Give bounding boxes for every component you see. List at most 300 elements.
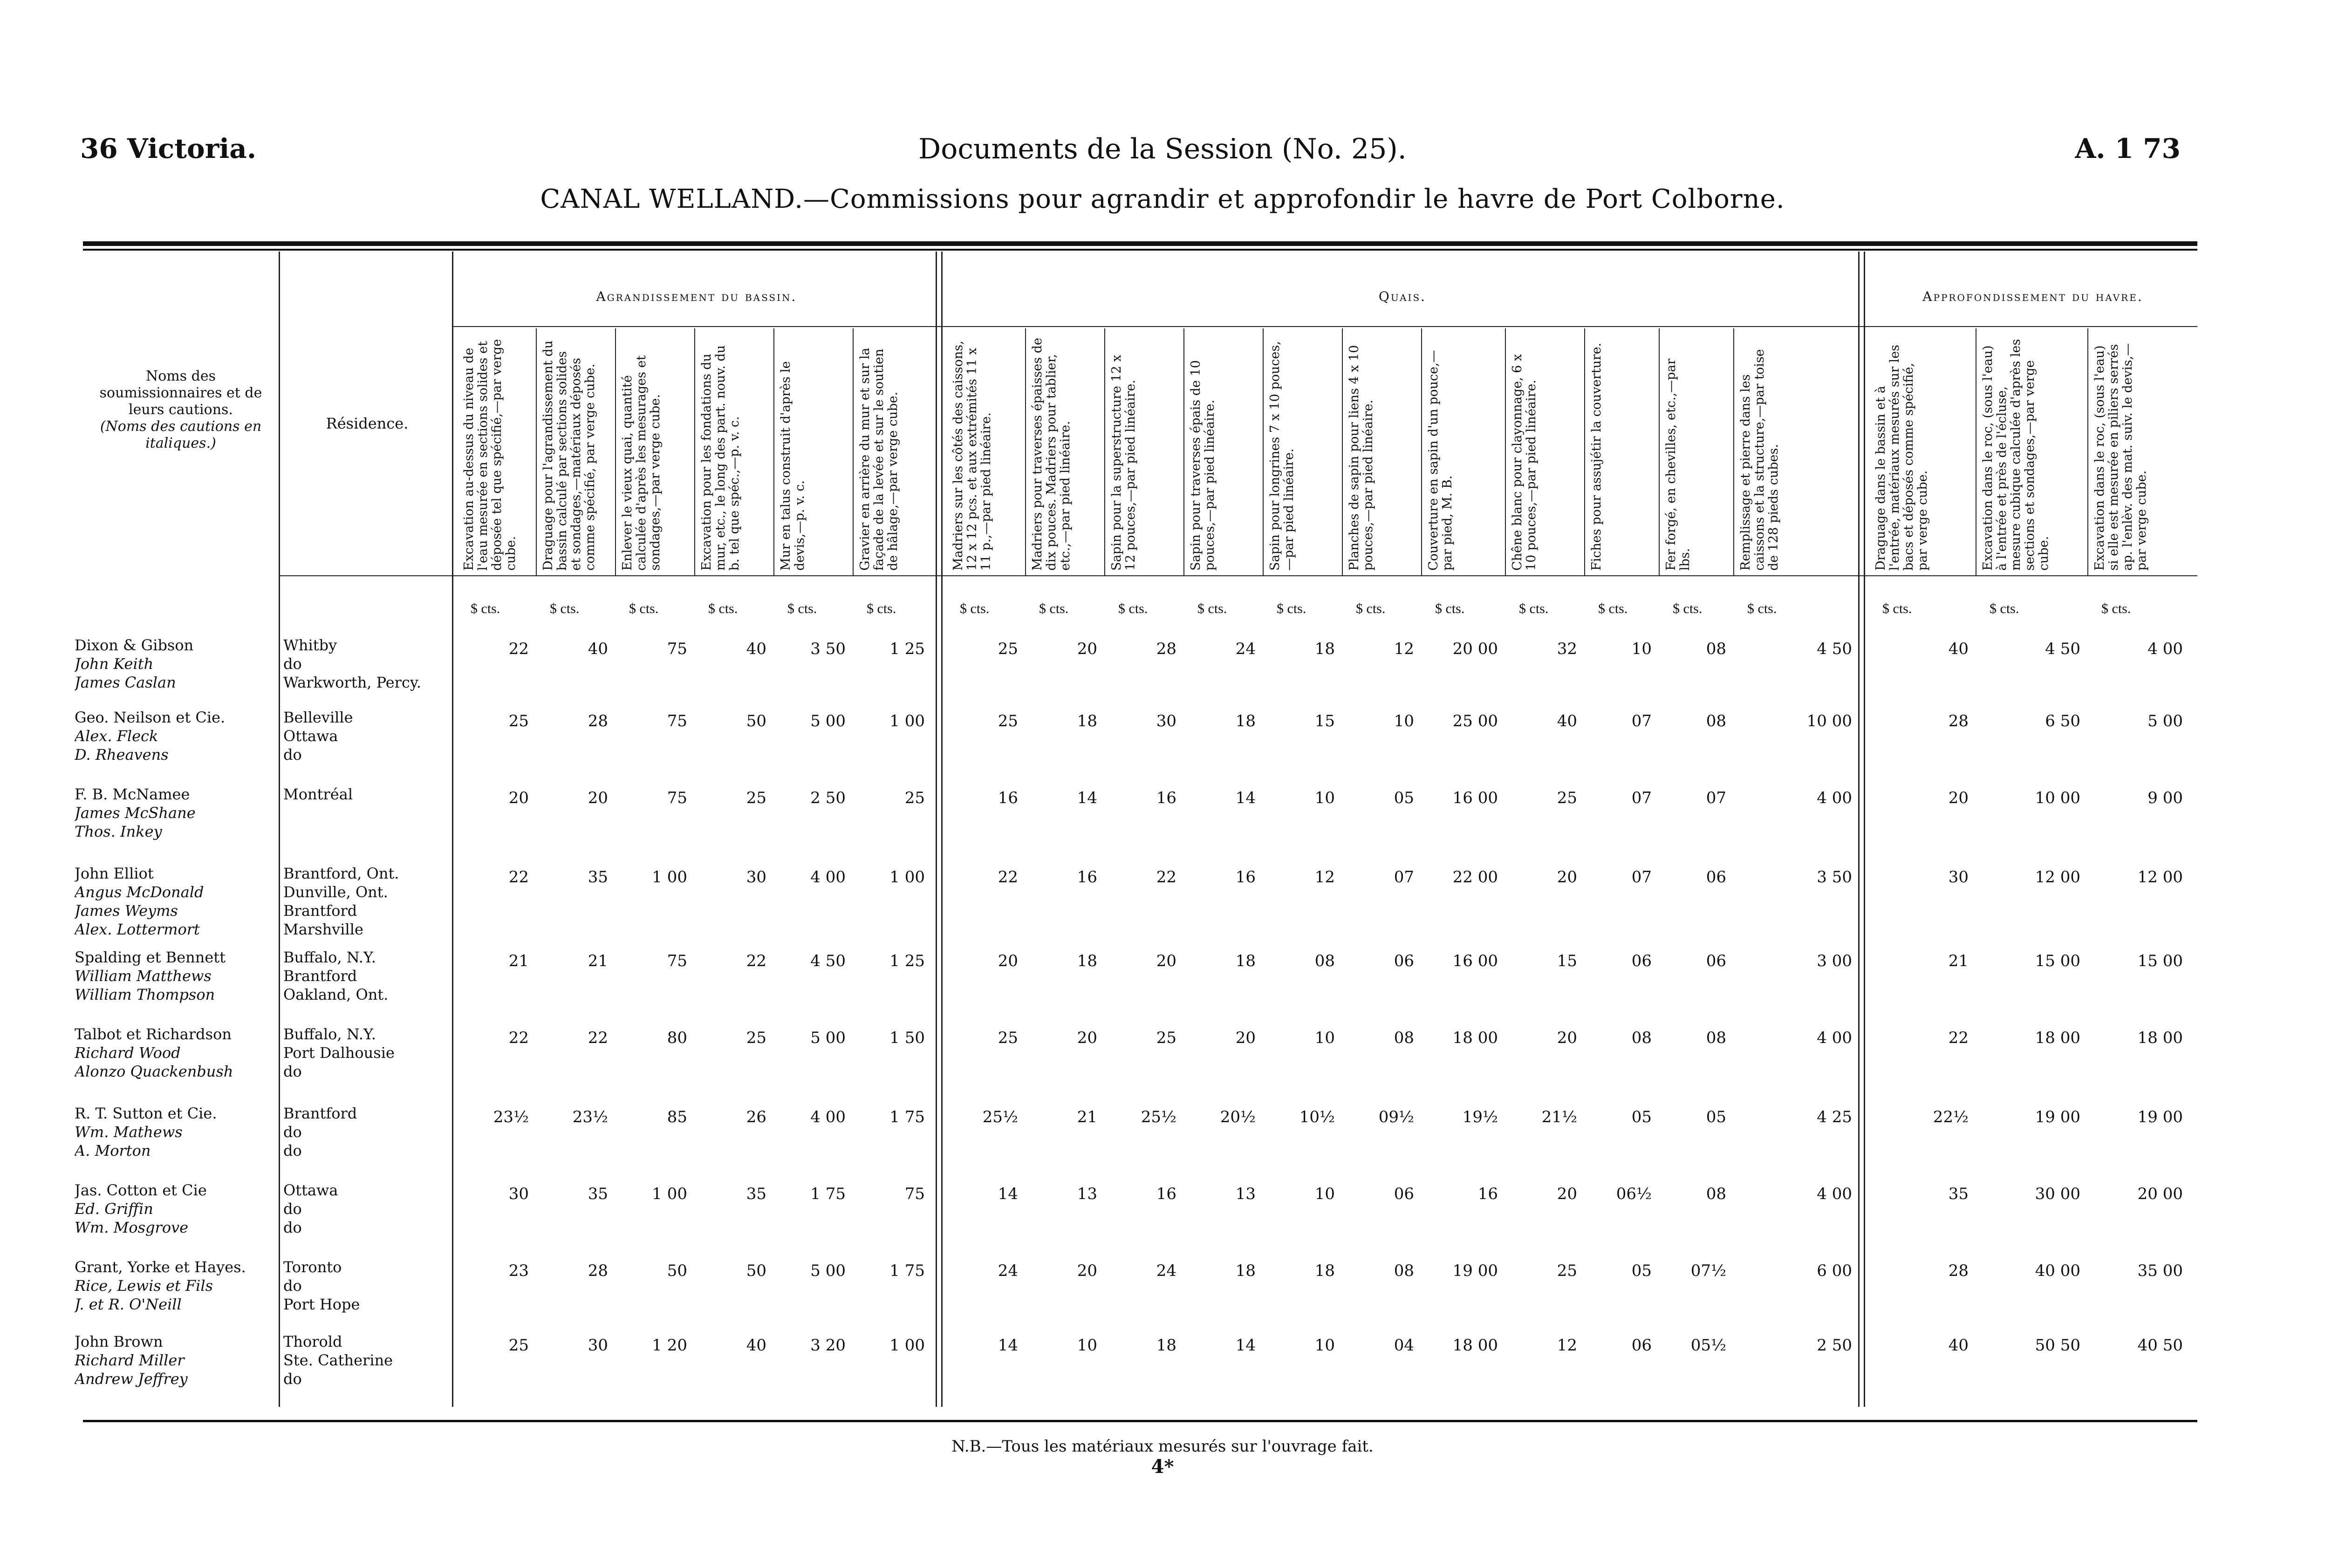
price-cell: 16 (1235, 868, 1256, 886)
residence: Whitby (283, 636, 337, 654)
column-header-label: Remplissage et pierre dans les caissons et la structure,—par toise de 128 pieds cubes. (1738, 349, 1781, 571)
residence: Dunville, Ont. (283, 883, 388, 901)
tenderer-name: Talbot et Richardson (75, 1025, 232, 1043)
price-cell: 09½ (1378, 1108, 1414, 1126)
price-cell: 21 (1077, 1108, 1097, 1126)
tenderer-name: Rice, Lewis et Fils (75, 1277, 213, 1295)
price-cell: 50 (667, 1261, 687, 1280)
price-cell: 25 (904, 789, 925, 807)
price-cell: 14 (998, 1336, 1018, 1355)
price-cell: 07½ (1690, 1261, 1726, 1280)
group-header-3: Approfondissement du havre. (1922, 289, 2143, 304)
column-header-label: Couverture en sapin d'un pouce,—par pied, M. B. (1426, 350, 1455, 571)
price-cell: 22 (746, 952, 766, 970)
price-cell: 40 50 (2137, 1336, 2183, 1355)
price-cell: 13 (1077, 1185, 1097, 1203)
price-cell: 18 00 (2137, 1029, 2183, 1047)
price-cell: 9 00 (2147, 789, 2183, 807)
price-cell: 06½ (1616, 1185, 1652, 1203)
price-cell: 3 50 (810, 640, 846, 658)
price-cell: 18 00 (2035, 1029, 2080, 1047)
price-cell: 05½ (1690, 1336, 1726, 1355)
column-divider (1183, 328, 1184, 575)
price-cell: 28 (1948, 712, 1969, 730)
price-cell: 08 (1706, 640, 1726, 658)
price-cell: 1 75 (889, 1261, 925, 1280)
column-divider (1505, 328, 1506, 575)
price-cell: 12 00 (2137, 868, 2183, 886)
residence: Buffalo, N.Y. (283, 948, 376, 966)
price-cell: 22 (998, 868, 1018, 886)
tenderer-name: John Keith (75, 655, 154, 673)
tenderer-name: Grant, Yorke et Hayes. (75, 1258, 246, 1276)
residence: Brantford (283, 902, 357, 920)
header-rule (452, 326, 2197, 327)
price-cell: 22½ (1933, 1108, 1969, 1126)
column-divider (279, 252, 280, 1407)
price-cell: 10 00 (1806, 712, 1852, 730)
price-cell: 07 (1631, 712, 1652, 730)
tenderer-name: Jas. Cotton et Cie (75, 1181, 207, 1199)
price-cell: 30 (1156, 712, 1176, 730)
tenderer-name: Richard Miller (75, 1351, 185, 1369)
price-cell: 18 00 (1452, 1029, 1498, 1047)
column-unit: $ cts. (1197, 601, 1227, 616)
column-divider (1263, 328, 1264, 575)
price-cell: 10 00 (2035, 789, 2080, 807)
price-cell: 2 50 (1817, 1336, 1852, 1355)
price-cell: 5 00 (810, 712, 846, 730)
column-unit: $ cts. (708, 601, 738, 616)
column-header-label: Enlever le vieux quai, quantité calculée d'après les mesurages et sondages,—par verge cube. (620, 355, 663, 571)
column-header-label: Excavation pour les fondations du mur, etc., le long des part. nouv. du b. tel que spéc.,—p. v. c. (699, 345, 742, 571)
price-cell: 4 00 (2147, 640, 2183, 658)
names-header-line2: (Noms des cautions en italiques.) (100, 418, 262, 451)
price-cell: 16 (1156, 1185, 1176, 1203)
residence: do (283, 1142, 302, 1159)
price-cell: 12 00 (2035, 868, 2080, 886)
price-cell: 24 (1156, 1261, 1176, 1280)
tenderer-name: Wm. Mathews (75, 1123, 183, 1141)
price-cell: 24 (1235, 640, 1256, 658)
residence: Thorold (283, 1333, 342, 1350)
price-cell: 1 75 (889, 1108, 925, 1126)
column-divider (1025, 328, 1026, 575)
price-cell: 1 25 (889, 640, 925, 658)
column-unit: $ cts. (1356, 601, 1386, 616)
residence: Brantford (283, 967, 357, 985)
price-cell: 32 (1557, 640, 1577, 658)
price-cell: 18 (1077, 952, 1097, 970)
price-cell: 20 (1077, 1029, 1097, 1047)
top-rule-thin (83, 249, 2197, 251)
price-cell: 25 (998, 1029, 1018, 1047)
header-rule (279, 575, 2197, 576)
header-right: A. 1 73 (2075, 133, 2181, 164)
tenderer-name: John Brown (75, 1333, 163, 1350)
residence: Buffalo, N.Y. (283, 1025, 376, 1043)
price-cell: 25 (508, 712, 529, 730)
tenderer-name: Andrew Jeffrey (75, 1370, 188, 1388)
price-cell: 16 (998, 789, 1018, 807)
residence: do (283, 1277, 302, 1295)
column-divider (853, 328, 854, 575)
top-rule (83, 241, 2197, 246)
price-cell: 04 (1394, 1336, 1414, 1355)
price-cell: 1 00 (889, 712, 925, 730)
column-header-label: Sapin pour traverses épais de 10 pouces,—par pied linéaire. (1189, 360, 1217, 571)
price-cell: 07 (1394, 868, 1414, 886)
price-cell: 30 (508, 1185, 529, 1203)
price-cell: 40 00 (2035, 1261, 2080, 1280)
price-cell: 75 (667, 789, 687, 807)
tenderer-name: D. Rheavens (75, 746, 169, 764)
group-header-2: Quais. (1378, 289, 1427, 304)
tenderer-name: William Matthews (75, 967, 212, 985)
price-cell: 25 (1557, 1261, 1577, 1280)
residence: Oakland, Ont. (283, 986, 389, 1003)
residence: do (283, 1200, 302, 1218)
price-cell: 6 00 (1817, 1261, 1852, 1280)
tenderer-name: Angus McDonald (75, 883, 204, 901)
price-cell: 30 (1948, 868, 1969, 886)
column-header-label: Gravier en arrière du mur et sur la façade de la levée et sur le soutien de hâlage,—par verge cube. (858, 348, 900, 571)
price-cell: 05 (1394, 789, 1414, 807)
price-cell: 35 (746, 1185, 766, 1203)
price-cell: 5 00 (810, 1261, 846, 1280)
price-cell: 10 (1314, 1336, 1335, 1355)
column-unit: $ cts. (1519, 601, 1549, 616)
table-title: CANAL WELLAND.—Commissions pour agrandir et approfondir le havre de Port Colborne. (540, 184, 1785, 214)
price-cell: 14 (1077, 789, 1097, 807)
column-unit: $ cts. (1118, 601, 1148, 616)
price-cell: 25 (746, 789, 766, 807)
price-cell: 30 00 (2035, 1185, 2080, 1203)
residence: Toronto (283, 1258, 342, 1276)
price-cell: 21 (588, 952, 608, 970)
price-cell: 25 (1557, 789, 1577, 807)
price-cell: 3 20 (810, 1336, 846, 1355)
price-cell: 19 00 (2137, 1108, 2183, 1126)
tenderer-name: R. T. Sutton et Cie. (75, 1104, 217, 1122)
price-cell: 20 00 (2137, 1185, 2183, 1203)
tenderer-name: Alex. Lottermort (75, 920, 200, 938)
column-header-label: Planches de sapin pour liens 4 x 10 pouces,—par pied linéaire. (1347, 345, 1375, 571)
price-cell: 18 (1235, 712, 1256, 730)
price-cell: 18 (1314, 1261, 1335, 1280)
column-divider (452, 252, 453, 1407)
price-cell: 06 (1394, 1185, 1414, 1203)
price-cell: 19½ (1462, 1108, 1498, 1126)
price-cell: 05 (1631, 1261, 1652, 1280)
price-cell: 06 (1706, 952, 1726, 970)
price-cell: 20 (1077, 640, 1097, 658)
column-unit: $ cts. (1277, 601, 1306, 616)
price-cell: 23½ (572, 1108, 608, 1126)
price-cell: 07 (1706, 789, 1726, 807)
residence: do (283, 1063, 302, 1080)
price-cell: 4 00 (1817, 1185, 1852, 1203)
tenderer-name: Richard Wood (75, 1044, 181, 1062)
price-cell: 20 (1077, 1261, 1097, 1280)
price-cell: 75 (904, 1185, 925, 1203)
column-unit: $ cts. (1673, 601, 1703, 616)
residence: Brantford, Ont. (283, 865, 399, 882)
column-unit: $ cts. (1039, 601, 1069, 616)
residence: Port Dalhousie (283, 1044, 395, 1062)
price-cell: 3 50 (1817, 868, 1852, 886)
price-cell: 1 75 (810, 1185, 846, 1203)
price-cell: 20 (998, 952, 1018, 970)
price-cell: 22 (588, 1029, 608, 1047)
price-cell: 5 00 (2147, 712, 2183, 730)
price-cell: 19 00 (1452, 1261, 1498, 1280)
residence: Belleville (283, 709, 353, 726)
price-cell: 13 (1235, 1185, 1256, 1203)
header-center: Documents de la Session (No. 25). (918, 133, 1407, 165)
price-cell: 30 (588, 1336, 608, 1355)
price-cell: 25 (998, 712, 1018, 730)
price-cell: 22 (1948, 1029, 1969, 1047)
price-cell: 14 (998, 1185, 1018, 1203)
price-cell: 12 (1314, 868, 1335, 886)
tenderer-name: Spalding et Bennett (75, 948, 226, 966)
price-cell: 28 (588, 712, 608, 730)
column-divider (1342, 328, 1343, 575)
price-cell: 08 (1706, 712, 1726, 730)
price-cell: 10 (1077, 1336, 1097, 1355)
price-cell: 28 (1948, 1261, 1969, 1280)
price-cell: 06 (1631, 1336, 1652, 1355)
price-cell: 40 (1948, 1336, 1969, 1355)
price-cell: 18 (1235, 1261, 1256, 1280)
price-cell: 4 00 (1817, 1029, 1852, 1047)
price-cell: 75 (667, 640, 687, 658)
price-cell: 10 (1631, 640, 1652, 658)
price-cell: 08 (1394, 1029, 1414, 1047)
price-cell: 10½ (1299, 1108, 1335, 1126)
footnote: N.B.—Tous les matériaux mesurés sur l'ouvrage fait. (951, 1437, 1374, 1456)
price-cell: 12 (1557, 1336, 1577, 1355)
price-cell: 18 (1077, 712, 1097, 730)
price-cell: 20 (1156, 952, 1176, 970)
column-divider (1733, 328, 1734, 575)
price-cell: 24 (998, 1261, 1018, 1280)
residence: Ottawa (283, 1181, 338, 1199)
price-cell: 1 50 (889, 1029, 925, 1047)
price-cell: 25½ (1141, 1108, 1176, 1126)
column-unit: $ cts. (867, 601, 896, 616)
tenderer-name: Alex. Fleck (75, 727, 158, 745)
price-cell: 15 (1314, 712, 1335, 730)
tenderer-name: James McShane (75, 804, 196, 822)
column-header-label: Excavation dans le roc, (sous l'eau) à l'entrée et près de l'écluse, mesure cubique calculée d'après les sections et sondages,—par verge cube. (1981, 339, 2051, 571)
residence: Ste. Catherine (283, 1351, 393, 1369)
price-cell: 10 (1314, 1029, 1335, 1047)
price-cell: 30 (746, 868, 766, 886)
bottom-rule (83, 1420, 2197, 1422)
price-cell: 10 (1314, 1185, 1335, 1203)
price-cell: 15 00 (2137, 952, 2183, 970)
price-cell: 50 (746, 712, 766, 730)
tenderer-name: J. et R. O'Neill (75, 1295, 182, 1313)
column-header-label: Fer forgé, en chevilles, etc.,—par lbs. (1664, 358, 1692, 571)
column-header-label: Excavation au-dessus du niveau de l'eau mesurée en sections solides et déposée tel que spécifié,—par verge cube. (462, 339, 518, 571)
price-cell: 14 (1235, 1336, 1256, 1355)
column-divider (615, 328, 616, 575)
price-cell: 21 (508, 952, 529, 970)
residence: do (283, 1123, 302, 1141)
residence: do (283, 655, 302, 673)
residence: Brantford (283, 1104, 357, 1122)
residence: Montréal (283, 785, 353, 803)
residence: Port Hope (283, 1295, 360, 1313)
column-unit: $ cts. (1990, 601, 2019, 616)
price-cell: 10 (1394, 712, 1414, 730)
price-cell: 19 00 (2035, 1108, 2080, 1126)
column-divider (536, 328, 537, 575)
column-divider (773, 328, 774, 575)
price-cell: 16 (1156, 789, 1176, 807)
column-header-label: Excavation dans le roc, (sous l'eau) si elle est mesurée en piliers serrés ap. l'enlèv. des mat. suiv. le devis,—par verge cube. (2092, 343, 2149, 571)
price-cell: 22 00 (1452, 868, 1498, 886)
column-divider (936, 252, 937, 1407)
group-header-1: Agrandissement du bassin. (596, 289, 797, 304)
price-cell: 28 (1156, 640, 1176, 658)
column-header-label: Mur en talus construit d'après le devis,—p. v. c. (779, 361, 807, 571)
residence: Ottawa (283, 727, 338, 745)
residence-column-header: Résidence. (326, 415, 409, 432)
price-cell: 26 (746, 1108, 766, 1126)
column-unit: $ cts. (1747, 601, 1777, 616)
price-cell: 4 00 (1817, 789, 1852, 807)
price-cell: 50 50 (2035, 1336, 2080, 1355)
price-cell: 14 (1235, 789, 1256, 807)
price-cell: 20 (1235, 1029, 1256, 1047)
tenderer-name: Wm. Mosgrove (75, 1219, 189, 1236)
column-header-label: Sapin pour longrines 7 x 10 pouces,—par pied linéaire. (1268, 341, 1296, 571)
column-divider (2087, 328, 2088, 575)
column-divider (694, 328, 695, 575)
price-cell: 25½ (982, 1108, 1018, 1126)
price-cell: 08 (1706, 1029, 1726, 1047)
price-cell: 25 (508, 1336, 529, 1355)
price-cell: 18 (1235, 952, 1256, 970)
price-cell: 16 (1477, 1185, 1498, 1203)
price-cell: 20 (1557, 1029, 1577, 1047)
price-cell: 08 (1394, 1261, 1414, 1280)
price-cell: 1 00 (889, 1336, 925, 1355)
price-cell: 12 (1394, 640, 1414, 658)
price-cell: 20 (588, 789, 608, 807)
price-cell: 35 00 (2137, 1261, 2183, 1280)
column-divider (1421, 328, 1422, 575)
price-cell: 22 (508, 868, 529, 886)
price-cell: 18 00 (1452, 1336, 1498, 1355)
price-cell: 28 (588, 1261, 608, 1280)
residence: do (283, 1219, 302, 1236)
column-divider (1584, 328, 1585, 575)
price-cell: 75 (667, 712, 687, 730)
column-header-label: Sapin pour la superstructure 12 x 12 pouces,—par pied linéaire. (1109, 355, 1138, 571)
price-cell: 20 (1557, 1185, 1577, 1203)
price-cell: 25 00 (1452, 712, 1498, 730)
price-cell: 40 (746, 640, 766, 658)
column-unit: $ cts. (471, 601, 500, 616)
price-cell: 4 25 (1817, 1108, 1852, 1126)
price-cell: 20 (1557, 868, 1577, 886)
tenderer-name: Thos. Inkey (75, 823, 162, 840)
price-cell: 40 (588, 640, 608, 658)
column-header-label: Madriers sur les côtés des caissons, 12 x 12 pcs. et aux extrémités 11 x 11 p.,—par pied linéaire. (951, 341, 993, 571)
price-cell: 85 (667, 1108, 687, 1126)
page-number: 4* (1151, 1456, 1174, 1478)
residence: Warkworth, Percy. (283, 674, 421, 691)
residence: do (283, 746, 302, 764)
tenderer-name: F. B. McNamee (75, 785, 190, 803)
price-cell: 20 (508, 789, 529, 807)
price-cell: 35 (588, 868, 608, 886)
column-unit: $ cts. (1882, 601, 1912, 616)
column-header-label: Draguage dans le bassin et à l'entrée, matériaux mesurés sur les bacs et déposés comme spécifié, par verge cube. (1874, 344, 1930, 571)
price-cell: 22 (508, 640, 529, 658)
price-cell: 06 (1706, 868, 1726, 886)
column-divider (1858, 252, 1860, 1407)
price-cell: 18 (1156, 1336, 1176, 1355)
column-divider (1104, 328, 1105, 575)
residence: do (283, 1370, 302, 1388)
price-cell: 20½ (1220, 1108, 1256, 1126)
price-cell: 1 00 (652, 1185, 687, 1203)
price-cell: 1 00 (652, 868, 687, 886)
tenderer-name: John Elliot (75, 865, 154, 882)
tenderer-name: A. Morton (75, 1142, 151, 1159)
price-cell: 16 00 (1452, 952, 1498, 970)
names-column-header (83, 368, 279, 452)
tenderer-name: Alonzo Quackenbush (75, 1063, 233, 1080)
price-cell: 05 (1631, 1108, 1652, 1126)
price-cell: 1 20 (652, 1336, 687, 1355)
column-unit: $ cts. (2101, 601, 2131, 616)
price-cell: 2 50 (810, 789, 846, 807)
price-cell: 08 (1314, 952, 1335, 970)
tenderer-name: James Caslan (75, 674, 176, 691)
price-cell: 16 00 (1452, 789, 1498, 807)
price-cell: 25 (746, 1029, 766, 1047)
price-cell: 75 (667, 952, 687, 970)
price-cell: 10 (1314, 789, 1335, 807)
price-cell: 15 00 (2035, 952, 2080, 970)
residence: Marshville (283, 920, 363, 938)
price-cell: 06 (1394, 952, 1414, 970)
price-cell: 35 (588, 1185, 608, 1203)
price-cell: 6 50 (2045, 712, 2080, 730)
column-unit: $ cts. (960, 601, 990, 616)
column-header-label: Madriers pour traverses épaisses de dix pouces. Madriers pour tablier, etc.,—par pied linéaire. (1030, 338, 1073, 571)
price-cell: 1 00 (889, 868, 925, 886)
price-cell: 40 (746, 1336, 766, 1355)
price-cell: 4 50 (810, 952, 846, 970)
price-cell: 50 (746, 1261, 766, 1280)
price-cell: 16 (1077, 868, 1097, 886)
column-header-label: Chêne blanc pour clayonnage, 6 x 10 pouces,—par pied linéaire. (1510, 354, 1539, 571)
price-cell: 80 (667, 1029, 687, 1047)
column-header-label: Draguage pour l'agrandissement du bassin calculé par sections solides et sondages,—matériaux déposés comme spécifié, par verge cube. (541, 340, 597, 571)
price-cell: 08 (1706, 1185, 1726, 1203)
price-cell: 5 00 (810, 1029, 846, 1047)
price-cell: 35 (1948, 1185, 1969, 1203)
price-cell: 18 (1314, 640, 1335, 658)
